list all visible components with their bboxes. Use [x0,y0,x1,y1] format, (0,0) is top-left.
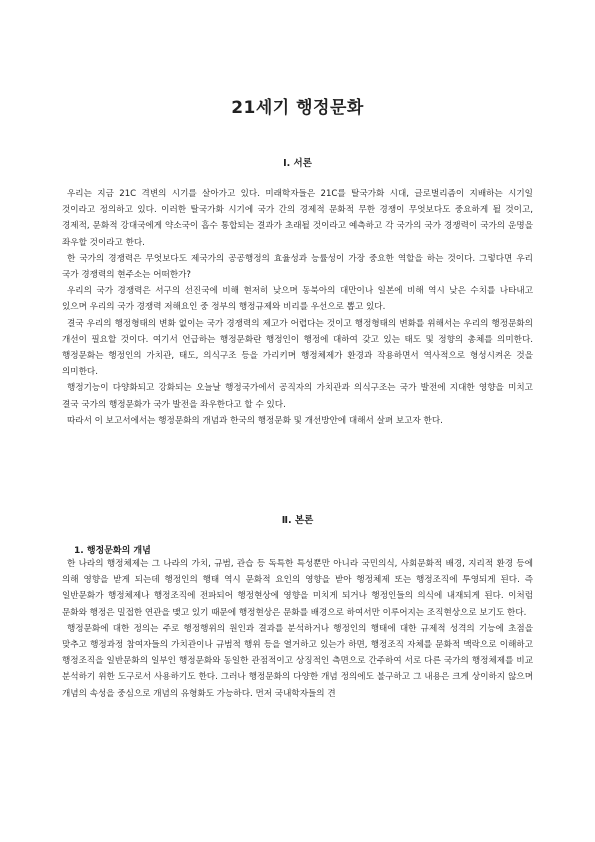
subsection-heading-concept: 1. 행정문화의 개념 [74,546,151,556]
paragraph: 따라서 이 보고서에서는 행정문화의 개념과 한국의 행정문화 및 개선방안에 대해서 살펴 보고자 한다. [67,415,443,426]
paragraph: 결국 우리의 행정형태의 변화 없이는 국가 경쟁력의 제고가 어렵다는 것이고 행정형태의 변화를 위해서는 우리의 행정문화의 개선이 필요할 것이다. 여기서 언급하는 행정문화란 행정인이 행정에 대하여 갖고 있는 태도 및 정향의 총체를 의미한다. 행정문화는 행정인의 가치관, 태도, 의식구조 등을 가리키며 행정체제가 환경과 작용하면서 역사적으로 형성시켜온 것을 의미한다. [62,318,533,378]
paragraph: 한 국가의 경쟁력은 무엇보다도 제국가의 공공행정의 효율성과 능률성이 가장 중요한 역할을 하는 것이다. 그렇다면 우리 국가 경쟁력의 현주소는 어떠한가? [62,253,533,281]
paragraph: 우리의 국가 경쟁력은 서구의 선진국에 비해 현저히 낮으며 동북아의 대만이나 일본에 비해 역시 낮은 수치를 나타내고 있으며 우리의 국가 경쟁력 저해요인 중 정부의 행정규제와 비리를 우선으로 뽑고 있다. [62,286,533,313]
section-heading-main-body: Ⅱ. 본론 [281,515,314,526]
paragraph: 우리는 지금 21C 격변의 시기를 살아가고 있다. 미래학자들은 21C를 탈국가화 시대, 글로벌리즘이 지배하는 시기일 것이라고 정의하고 있다. 이러한 탈국가화 시기에 국가 간의 경제적 문화적 무한 경쟁이 무엇보다도 중요하게 될 것이고, 경제적, 문화적 강대국에게 약소국이 흡수 통합되는 결과가 초래될 것이라고 예측하고 각 국가의 국가 경쟁력이 국가의 운명을 좌우할 것이라고 한다. [62,189,533,248]
document-title: 21세기 행정문화 [231,98,364,118]
paragraph: 행정문화에 대한 정의는 주로 행정행위의 원인과 결과를 분석하거나 행정인의 행태에 대한 규제적 성격의 기능에 초점을 맞추고 행정과정 참여자들의 가치관이나 규범적 행위 등을 열거하고 있는가 하면, 행정조직 자체를 문화적 맥락으로 이해하고 행정조직을 일반문화의 일부인 행정문화와 동일한 관점적이고 상징적인 측면으로 간주하여 서로 다른 국가의 행정체제를 비교 분석하기 위한 도구로서 사용하기도 한다. 그러나 행정문화의 다양한 개념 정의에도 불구하고 그 내용은 크게 상이하지 않으며 개념의 속성을 중심으로 개념의 유형화도 가능하다. 먼저 국내학자들의 견 [62,623,533,699]
concept-body [62,556,533,702]
section-heading-introduction: Ⅰ. 서론 [283,158,312,169]
introduction-body [62,186,533,429]
paragraph: 행정기능이 다양화되고 강화되는 오늘날 행정국가에서 공직자의 가치관과 의식구조는 국가 발전에 지대한 영향을 미치고 결국 국가의 행정문화가 국가 발전을 좌우한다고 할 수 있다. [62,383,533,410]
paragraph: 한 나라의 행정체제는 그 나라의 가치, 규범, 관습 등 독특한 특성뿐만 아니라 국민의식, 사회문화적 배경, 지리적 환경 등에 의해 영향을 받게 되는데 행정인의 행태 역시 문화적 요인의 영향을 받아 행정체제 또는 행정조직에 투영되게 된다. 즉 일반문화가 행정체제나 행정조직에 전파되어 행정현상에 영향을 미치게 되거나 행정인들의 의식에 내재되게 된다. 이처럼 문화와 행정은 밀접한 연관을 맺고 있기 때문에 행정현상은 문화를 배경으로 하여서만 이루어지는 조직현상으로 보기도 한다. [62,559,533,618]
